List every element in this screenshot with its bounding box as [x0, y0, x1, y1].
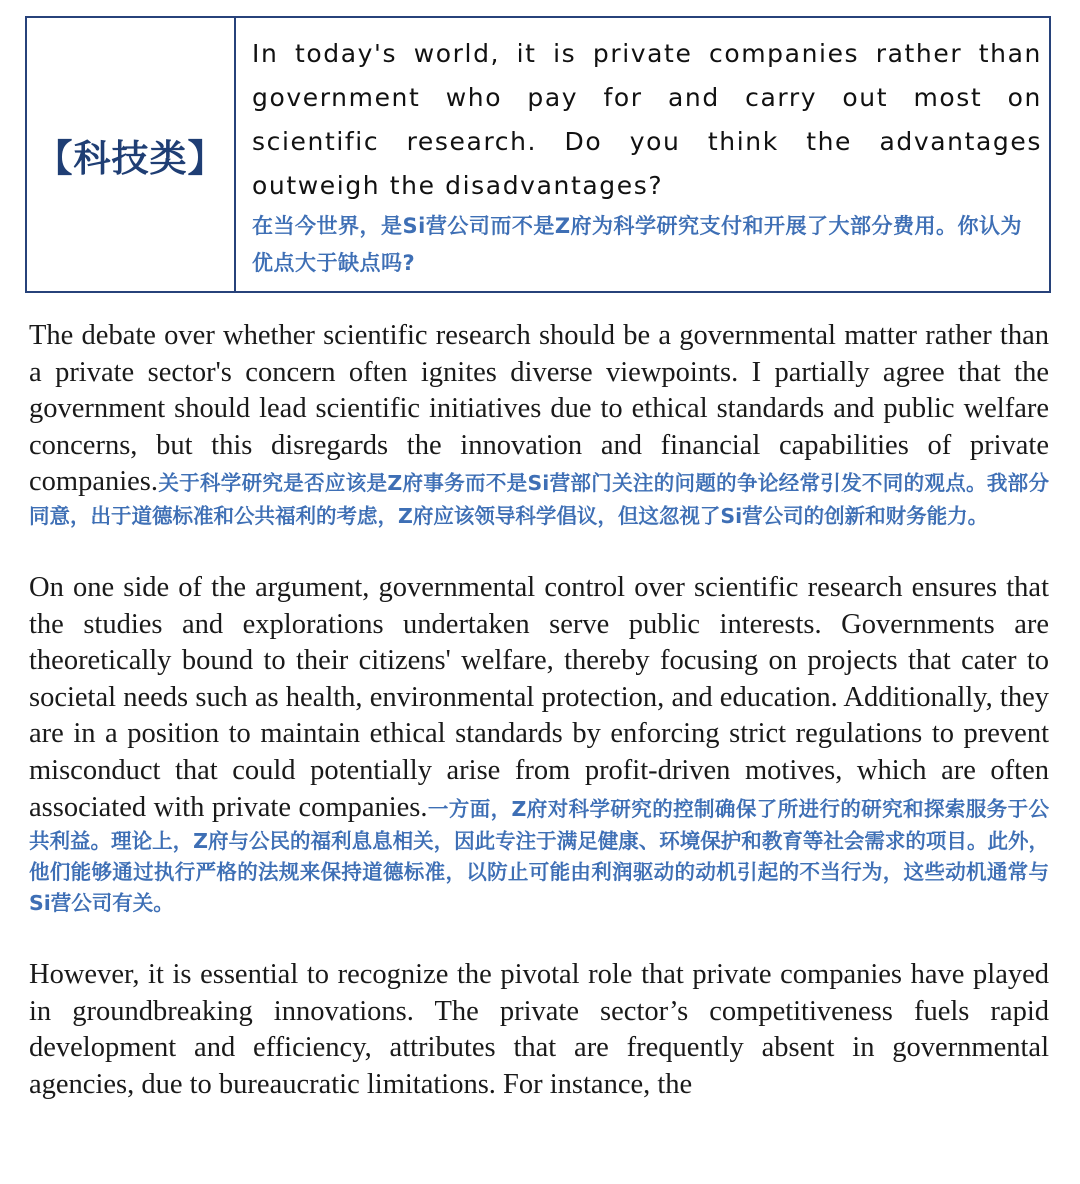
paragraph-english: The debate over whether scientific research should be a governmental matter rather than a private sector's concern often ignites diverse viewpoints. I partially agree that the government should lead scientific initiatives due to ethical standards and public welfare concerns, but this disregards the innovation and financial capabilities of private companies. [29, 320, 1049, 498]
topic-category-label: 【科技类】 [35, 136, 226, 180]
question-chinese: 在当今世界，是Si营公司而不是Z府为科学研究支付和开展了大部分费用。你认为优点大于缺点吗? [252, 214, 1023, 275]
paragraph-english: On one side of the argument, governmental control over scientific research ensures that the studies and explorations undertaken serve public interests. Governments are theoretically bound to their citizens' welfare, thereby focusing on projects that cater to societal needs such as health, environmental protection, and education. Additionally, they are in a position to maintain ethical standards by enforcing strict regulations to prevent misconduct that could potentially arise from profit-driven motives, which are often associated with private companies. [29, 571, 1049, 823]
paragraph-chinese: 关于科学研究是否应该是Z府事务而不是Si营部门关注的问题的争论经常引发不同的观点。我部分同意，出于道德标准和公共福利的考虑，Z府应该领导科学倡议，但这忽视了Si营公司的创新和财务能力。 [29, 471, 1049, 528]
paragraph-chinese: 一方面，Z府对科学研究的控制确保了所进行的研究和探索服务于公共利益。理论上，Z府与公民的福利息息相关，因此专注于满足健康、环境保护和教育等社会需求的项目。此外，他们能够通过执行严格的法规来保持道德标准，以防止可能由利润驱动的动机引起的不当行为，这些动机通常与Si营公司有关。 [29, 796, 1049, 916]
essay-body [29, 318, 1049, 1142]
topic-question [252, 32, 1042, 282]
question-english: In today's world, it is private companies rather than government who pay for and carry out most on scientific research. Do you think the advantages outweigh the disadvantages? [252, 39, 1042, 200]
essay-paragraph-2 [29, 570, 1049, 919]
essay-paragraph-3 [29, 957, 1049, 1103]
paragraph-english: However, it is essential to recognize the pivotal role that private companies have played in groundbreaking innovations. The private sector’s competitiveness fuels rapid development and efficiency, attributes that are frequently absent in governmental agencies, due to bureaucratic limitations. For instance, the [29, 959, 1049, 1100]
topic-box [25, 16, 1051, 293]
topic-divider [234, 18, 236, 291]
essay-paragraph-1 [29, 318, 1049, 532]
